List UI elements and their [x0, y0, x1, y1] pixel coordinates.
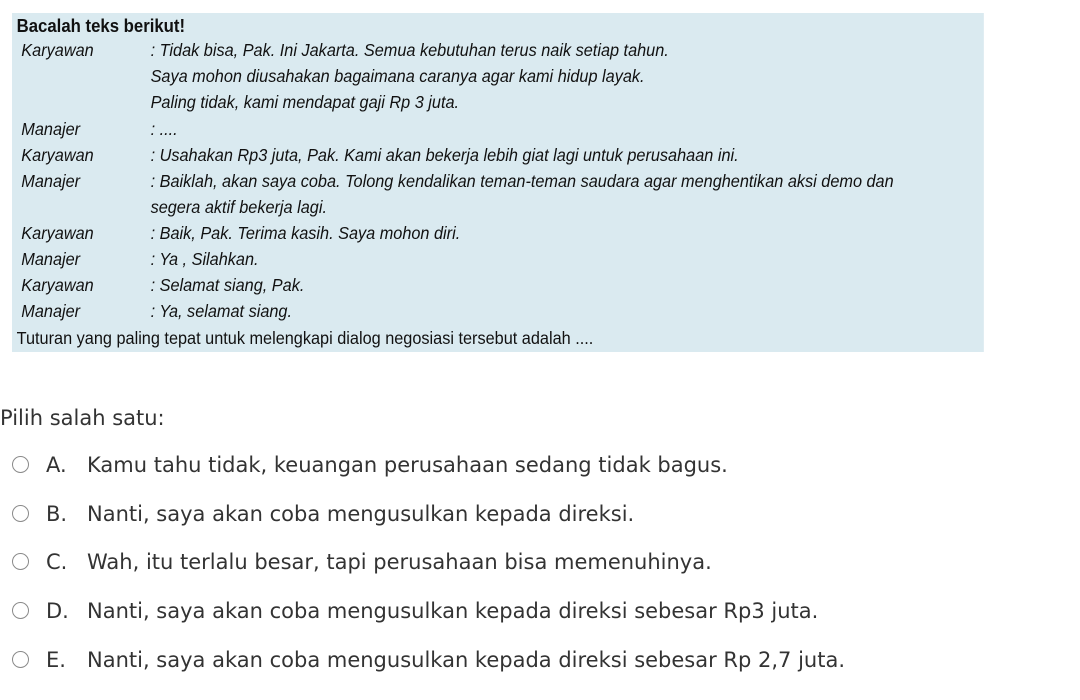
option-text: Nanti, saya akan coba mengusulkan kepada direksi.: [87, 502, 635, 526]
answer-option-c[interactable]: [0, 546, 1000, 580]
answer-option-d[interactable]: [0, 595, 1000, 629]
dialogue-speaker: Manajer: [21, 119, 81, 139]
dialogue-speaker: Manajer: [21, 301, 81, 321]
passage-title: Bacalah teks berikut!: [16, 16, 186, 36]
dialogue-text: Paling tidak, kami mendapat gaji Rp 3 juta.: [150, 92, 460, 112]
option-letter: E.: [46, 648, 66, 672]
dialogue-text: : Ya, selamat siang.: [150, 301, 293, 321]
dialogue-speaker: Karyawan: [21, 40, 94, 60]
dialogue-speaker: Karyawan: [21, 145, 94, 165]
question-text: Tuturan yang paling tepat untuk melengkapi dialog negosiasi tersebut adalah ....: [16, 328, 594, 348]
answer-option-a[interactable]: [0, 449, 1000, 483]
dialogue-text: : Ya , Silahkan.: [150, 249, 259, 269]
radio-button[interactable]: [12, 505, 29, 522]
option-text: Nanti, saya akan coba mengusulkan kepada direksi sebesar Rp 2,7 juta.: [87, 648, 846, 672]
dialogue-speaker: Manajer: [21, 249, 81, 269]
dialogue-speaker: Manajer: [21, 171, 81, 191]
dialogue-text: segera aktif bekerja lagi.: [150, 197, 327, 217]
option-text: Kamu tahu tidak, keuangan perusahaan sedang tidak bagus.: [87, 453, 728, 477]
dialogue-speaker: Karyawan: [21, 223, 94, 243]
option-text: Nanti, saya akan coba mengusulkan kepada direksi sebesar Rp3 juta.: [87, 599, 819, 623]
dialogue-speaker: Karyawan: [21, 275, 94, 295]
dialogue-text: : ....: [150, 119, 178, 139]
answer-option-b[interactable]: [0, 498, 1000, 532]
dialogue-text: : Selamat siang, Pak.: [150, 275, 305, 295]
option-text: Wah, itu terlalu besar, tapi perusahaan bisa memenuhinya.: [87, 550, 712, 574]
dialogue-text: : Baik, Pak. Terima kasih. Saya mohon diri.: [150, 223, 461, 243]
answer-option-e[interactable]: [0, 644, 1000, 678]
radio-button[interactable]: [12, 553, 29, 570]
option-letter: B.: [46, 502, 68, 526]
radio-button[interactable]: [12, 602, 29, 619]
option-letter: A.: [46, 453, 67, 477]
option-letter: C.: [46, 550, 68, 574]
reading-passage: [12, 13, 984, 352]
dialogue-text: Saya mohon diusahakan bagaimana caranya agar kami hidup layak.: [150, 66, 645, 86]
option-letter: D.: [46, 599, 69, 623]
radio-button[interactable]: [12, 651, 29, 668]
dialogue-text: : Tidak bisa, Pak. Ini Jakarta. Semua kebutuhan terus naik setiap tahun.: [150, 40, 669, 60]
choose-one-prompt: Pilih salah satu:: [0, 406, 165, 430]
dialogue-text: : Usahakan Rp3 juta, Pak. Kami akan bekerja lebih giat lagi untuk perusahaan ini.: [150, 145, 739, 165]
dialogue-text: : Baiklah, akan saya coba. Tolong kendalikan teman-teman saudara agar menghentikan aksi demo dan: [150, 171, 894, 191]
radio-button[interactable]: [12, 456, 29, 473]
